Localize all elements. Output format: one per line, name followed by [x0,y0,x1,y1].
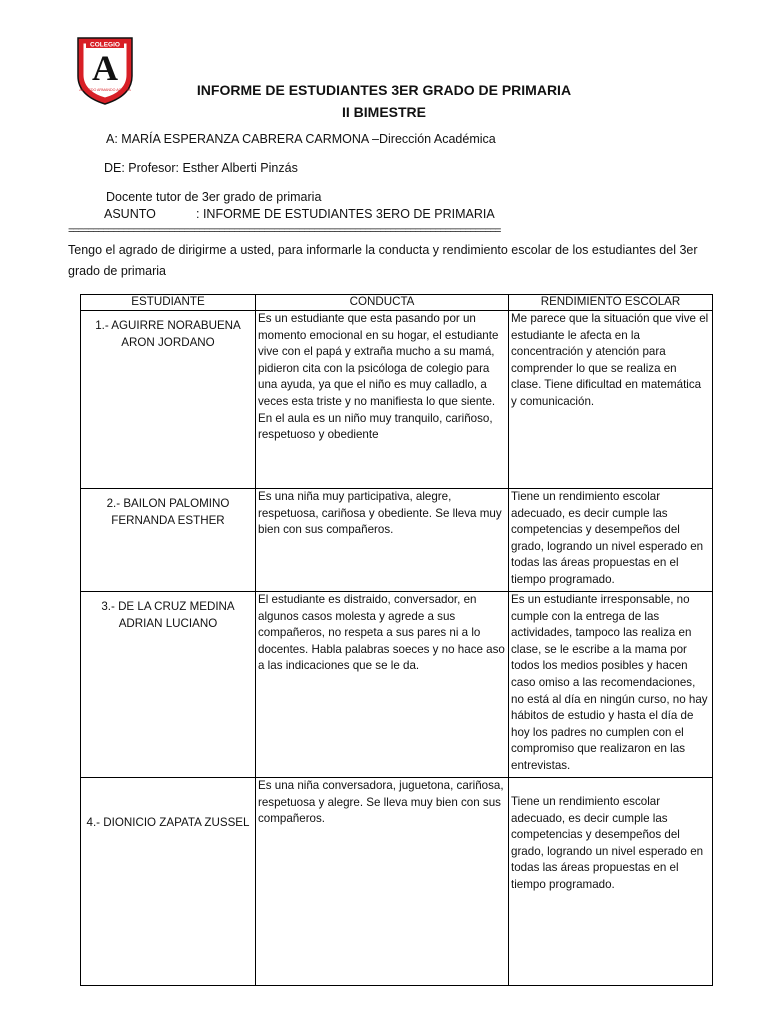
conduct-cell: Es una niña muy participativa, alegre, respetuosa, cariñosa y obediente. Se lleva muy bien con sus compañeros. [256,489,509,592]
memo-subject-label: ASUNTO [104,207,156,221]
header-performance: RENDIMIENTO ESCOLAR [509,295,713,311]
crest-letter: A [92,48,118,88]
table-row [81,311,713,489]
crest-top-text: COLEGIO [90,41,120,49]
page-subtitle: II BIMESTRE [341,104,426,120]
page-title: INFORME DE ESTUDIANTES 3ER GRADO DE PRIMARIA [196,82,572,98]
performance-cell: Tiene un rendimiento escolar adecuado, es decir cumple las competencias y desempeños del grado, logrando un nivel esperado en todas las áreas propuestas en el tiempo programado. [509,489,713,592]
header-student: ESTUDIANTE [81,295,256,311]
separator-line: ====================================================================================== [68,225,501,237]
performance-cell: Es un estudiante irresponsable, no cumple con la entrega de las actividades, tampoco las realiza en clase, se le escribe a la mama por todos los medios posibles y hacen caso omiso a las recomendaciones, no está al día en ningún curso, no hay hábitos de estudio y hasta el día de hoy los padres no cumplen con el compromiso que realizaron en las entrevistas. [509,592,713,778]
conduct-cell: Es una niña conversadora, juguetona, cariñosa, respetuosa y alegre. Se lleva muy bien con sus compañeros. [256,778,509,986]
memo-from: DE: Profesor: Esther Alberti Pinzás [104,161,298,175]
student-name: 3.- DE LA CRUZ MEDINA ADRIAN LUCIANO [81,592,256,778]
memo-to: A: MARÍA ESPERANZA CABRERA CARMONA –Dirección Académica [106,132,496,146]
student-name: 1.- AGUIRRE NORABUENA ARON JORDANO [81,311,256,489]
table-row [81,592,713,778]
table-row [81,489,713,592]
memo-role: Docente tutor de 3er grado de primaria [106,190,322,204]
performance-cell: Me parece que la situación que vive el estudiante le afecta en la concentración y atención para comprender lo que se realiza en clase. Tiene dificultad en matemática y comunicación. [509,311,713,489]
header-conduct: CONDUCTA [256,295,509,311]
table-row [81,778,713,986]
memo-subject-value: : INFORME DE ESTUDIANTES 3ERO DE PRIMARIA [196,207,495,221]
intro-paragraph: Tengo el agrado de dirigirme a usted, para informarle la conducta y rendimiento escolar de los estudiantes del 3er grado de primaria [68,243,698,278]
conduct-cell: El estudiante es distraido, conversador, en algunos casos molesta y agrede a sus compañeros, no respeta a sus pares ni a lo docentes. Habla palabras soeces y no hace aso a las indicaciones que se le da. [256,592,509,778]
crest-bottom-text: ALFREDO ARMANDO ACOSTA [79,88,131,92]
student-report-table [80,294,713,986]
performance-cell: Tiene un rendimiento escolar adecuado, es decir cumple las competencias y desempeños del grado, logrando un nivel esperado en todas las áreas propuestas en el tiempo programado. [509,778,713,986]
conduct-cell: Es un estudiante que esta pasando por un momento emocional en su hogar, el estudiante vive con el papá y extraña mucho a su mamá, pidieron cita con la psicóloga de colegio para una ayuda, ya que el niño es muy calladlo, a veces esta triste y no manifiesta lo que siente. En el aula es un niño muy tranquilo, cariñoso, respetuoso y obediente [256,311,509,489]
student-name: 4.- DIONICIO ZAPATA ZUSSEL [81,778,256,986]
table-header-row [81,295,713,311]
student-name: 2.- BAILON PALOMINO FERNANDA ESTHER [81,489,256,592]
